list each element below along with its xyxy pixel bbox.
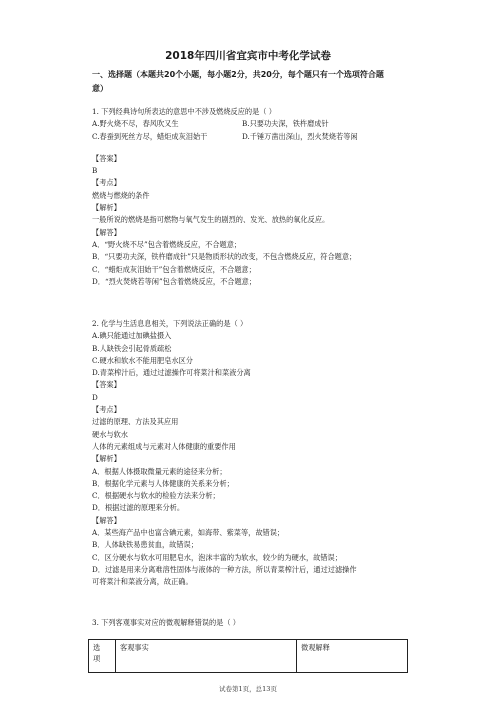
- table-header-option: 选 项: [89, 640, 116, 673]
- section-heading-line1: 一、选择题（本题共20个小题，每小题2分，共20分，每个题只有一个选项符合题: [92, 70, 384, 79]
- answer-value: B: [92, 166, 98, 176]
- solution-line: B．人体缺铁易患贫血，故错误；: [92, 540, 198, 550]
- solution-tag: 【解答】: [92, 515, 121, 525]
- option-d: D.青菜榨汁后，通过过滤操作可将菜汁和菜液分离: [92, 368, 251, 378]
- solution-line: C．区分硬水与软水可用肥皂水，泡沫丰富的为软水，较少的为硬水，故错误；: [92, 552, 342, 562]
- answer-tag: 【答案】: [92, 153, 121, 163]
- solution-line: 可将菜汁和菜液分离，故正确。: [92, 577, 193, 587]
- solution-line: A．某些海产品中也富含碘元素，如海带、紫菜等，故错误；: [92, 528, 285, 538]
- solution-tag: 【解答】: [92, 227, 121, 237]
- question-1: [92, 106, 422, 288]
- solution-line: D．“烈火焚烧若等闲”包含着燃烧反应，不合题意；: [92, 276, 257, 286]
- question-3-table: [88, 639, 408, 673]
- analysis-line: D．根据过滤的原理来分析。: [92, 503, 185, 513]
- section-heading: [92, 68, 408, 96]
- answer-value: D: [92, 392, 98, 402]
- point-text: 燃烧与燃烧的条件: [92, 190, 150, 200]
- analysis-tag: 【解析】: [92, 203, 121, 213]
- table-header-row: [89, 640, 408, 673]
- option-a: A.野火烧不尽，春风吹又生: [92, 119, 179, 129]
- option-d: D.千锤万凿出深山，烈火焚烧若等闲: [242, 131, 358, 141]
- point-text: 过滤的原理、方法及其应用: [92, 417, 179, 427]
- point-text: 硬水与软水: [92, 429, 128, 439]
- question-stem: 1. 下列经典诗句所表达的意思中不涉及燃烧反应的是（ ）: [92, 107, 276, 116]
- option-b: B.人缺铁会引起骨质疏松: [92, 343, 172, 353]
- analysis-line: B．根据化学元素与人体健康的关系来分析；: [92, 478, 234, 488]
- option-a: A.碘只能通过加碘盐摄入: [92, 331, 172, 341]
- page-title: 2018年四川省宜宾市中考化学试卷: [165, 50, 331, 62]
- point-text: 人体的元素组成与元素对人体健康的重要作用: [92, 441, 236, 451]
- answer-tag: 【答案】: [92, 380, 121, 390]
- table-header-explanation: 微观解释: [297, 640, 408, 673]
- option-c: C.硬水和软水不能用肥皂水区分: [92, 355, 193, 365]
- section-heading-line2: 意）: [92, 84, 108, 93]
- point-tag: 【考点】: [92, 178, 121, 188]
- solution-line: D．过滤是用来分离难溶性固体与液体的一种方法，所以青菜榨汁后，通过过滤操作: [92, 564, 357, 574]
- page-footer: 试卷第1页，总13页: [219, 685, 277, 693]
- question-3: [92, 617, 422, 629]
- question-stem: 3. 下列客观事实对应的微观解释错误的是（ ）: [92, 618, 240, 627]
- solution-line: C．“蜡炬成灰泪始干”包含着燃烧反应，不合题意；: [92, 264, 256, 274]
- solution-line: A．“野火烧不尽”包含着燃烧反应，不合题意；: [92, 239, 242, 249]
- question-2: [92, 318, 422, 589]
- option-c: C.春蚕到死丝方尽，蜡炬成灰泪始干: [92, 131, 208, 141]
- analysis-line: C．根据硬水与软水的检验方法来分析；: [92, 491, 220, 501]
- table-header-fact: 客观事实: [116, 640, 297, 673]
- analysis-text: 一般所说的燃烧是指可燃物与氧气发生的剧烈的、发光、放热的氧化反应。: [92, 215, 330, 225]
- analysis-line: A．根据人体摄取微量元素的途径来分析；: [92, 466, 227, 476]
- analysis-tag: 【解析】: [92, 454, 121, 464]
- question-stem: 2. 化学与生活息息相关，下列说法正确的是（ ）: [92, 319, 248, 328]
- point-tag: 【考点】: [92, 405, 121, 415]
- option-b: B.只要功夫深，铁杵磨成针: [242, 119, 329, 129]
- solution-line: B．“只要功夫深，铁杵磨成针”只是物质形状的改变，不包含燃烧反应，符合题意；: [92, 252, 357, 262]
